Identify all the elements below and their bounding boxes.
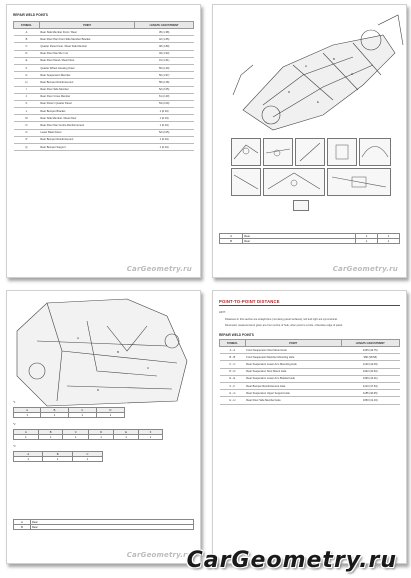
spec-grid-mid: A B C D E F 1 1 1 1 1 1 [13,429,163,440]
symbol-cell: H [14,79,40,86]
length-cell: 1 (0.04) [135,136,194,143]
symbol-cell: H - H [220,397,246,404]
point-cell: Quarter Panel Inner / Rear Side Member [39,43,134,50]
length-cell: 58 (2.28) [135,79,194,86]
detail-view [263,138,293,166]
table-row [14,86,194,93]
point-cell: Front Suspension Member Mounting Hole [245,354,341,361]
note-2: Dimension measurements given are from centre of hole, when point is a hole, otherwise edge of panel. [225,324,343,327]
symbol-cell: O [14,129,40,136]
table-row: B Rear [14,525,194,530]
point-cell: Rear Suspension Lower Arm Mounting Hole [245,361,341,368]
note-1: Distances in this section are straight-line (not along panel surfaces), left and right are symmetrical. [225,318,338,321]
watermark: CarGeometry.ru [126,265,192,273]
length-cell: 1210 (47.64) [341,382,399,389]
table-row: A Rear 1 1 [220,234,400,239]
symbol-cell: C - C [220,361,246,368]
legend-key [293,200,309,211]
rear-body-diagram [7,291,200,411]
symbol-cell: E - E [220,375,246,382]
table-row [14,108,194,115]
watermark: CarGeometry.ru [332,265,398,273]
length-cell: 35 (1.38) [135,29,194,36]
symbol-cell: F - F [220,382,246,389]
detail-view [263,168,325,196]
length-cell: 1050 (41.34) [341,397,399,404]
point-label: C [351,72,354,76]
table-row [14,57,194,64]
symbol-cell: D [14,50,40,57]
manual-page-4 [212,290,407,564]
length-cell: 1090 (42.91) [341,375,399,382]
length-cell: 1032 (40.63) [341,368,399,375]
column-header: SYMBOL [220,340,246,347]
grid-label: *3 [13,445,16,448]
legend-table [13,519,194,530]
length-cell: 1120 (44.09) [341,361,399,368]
point-cell: Rear Suspension Strut Mount Hole [245,368,341,375]
page-title: POINT-TO-POINT DISTANCE [219,299,280,304]
legend-table [219,233,400,244]
point-cell: Rear Floor Side Member [39,86,134,93]
symbol-cell: Q [14,144,40,151]
title-rule [219,305,400,306]
length-cell: 56 (2.20) [135,64,194,71]
table-row: B Rear 1 1 [220,239,400,244]
table-row [14,79,194,86]
point-cell: Rear Bumper Reinforcement [39,136,134,143]
underbody-diagram [213,5,406,135]
column-header: POINT [245,340,341,347]
column-header: POINT [39,22,134,29]
symbol-cell: C [14,43,40,50]
hint-label: HINT: [219,311,226,314]
table-row [14,93,194,100]
table-row [220,368,400,375]
point-label: B [117,350,120,354]
point-cell: Rear Floor Pan Front Side Member Bracket [39,36,134,43]
manual-page-3 [6,290,201,564]
point-label: C [147,366,150,370]
length-cell: 41 (1.61) [135,57,194,64]
symbol-cell: K [14,100,40,107]
point-cell: Rear Floor Pan RH / LH [39,50,134,57]
table-row [220,375,400,382]
point-cell: Rear Floor Panel / Rear Floor [39,57,134,64]
table-row [14,72,194,79]
symbol-cell: P [14,136,40,143]
grid-label: *1 [13,401,16,404]
table-row [220,347,400,354]
table-row [220,390,400,397]
table-row [220,354,400,361]
distance-table [219,339,400,405]
table-row [220,382,400,389]
point-cell: Rear Bumper Reinforcement Hole [245,382,341,389]
table-row: A Rear [14,520,194,525]
point-cell: Rear Floor Cross Member [39,93,134,100]
table-row [14,29,194,36]
table-row [14,50,194,57]
table-row [14,43,194,50]
symbol-cell: A - A [220,347,246,354]
symbol-cell: L [14,108,40,115]
table-row [14,64,194,71]
table-row [14,36,194,43]
length-cell: 61 (2.40) [135,93,194,100]
table-row [220,361,400,368]
point-cell: Rear Bumper Bracket [39,108,134,115]
point-cell: Rear Suspension Lower Arm Bracket Hole [245,375,341,382]
section-title: REPAIR WELD POINTS [219,333,254,337]
symbol-cell: M [14,115,40,122]
point-label: A [305,64,308,68]
point-cell: Rear Floor Pan Centre Reinforcement [39,122,134,129]
detail-view [295,138,325,166]
table-row [14,122,194,129]
table-row [14,100,194,107]
length-cell: 52 (2.05) [135,86,194,93]
brand-watermark: CarGeometry.ru [186,548,397,573]
column-header: LENGTH ADJUSTMENT [135,22,194,29]
point-label: D [97,388,100,392]
point-label: E [317,100,320,104]
column-header: LENGTH ADJUSTMENT [341,340,399,347]
symbol-cell: A [14,29,40,36]
detail-view [231,138,261,166]
grid-label: *2 [13,423,16,426]
manual-page-1 [6,4,201,278]
length-cell: 1035 (40.75) [341,347,399,354]
detail-view [327,138,357,166]
length-cell: 42 (1.65) [135,36,194,43]
length-cell: 980 (38.58) [341,354,399,361]
point-cell: Rear Panel / Quarter Panel [39,100,134,107]
point-cell: Rear Bumper Reinforcement [39,79,134,86]
point-cell: Rear Side Member / Rear Floor [39,115,134,122]
column-header: SYMBOL [14,22,40,29]
length-cell: 1 (0.04) [135,108,194,115]
length-cell: 53 (2.09) [135,100,194,107]
symbol-cell: G [14,72,40,79]
point-cell: Rear Side Member Front / Rear [39,29,134,36]
length-cell: 50 (1.97) [135,72,194,79]
length-cell: 49 (1.93) [135,50,194,57]
point-cell: Rear Bumper Support [39,144,134,151]
length-cell: 1185 (46.65) [341,390,399,397]
spec-grid-top: A B C D 1 1 1 1 [13,407,125,418]
section-title: REPAIR WELD POINTS [13,13,48,17]
symbol-cell: E [14,57,40,64]
symbol-cell: I [14,86,40,93]
detail-view [359,138,391,166]
spec-grid-bot: A B C 1 1 1 [13,451,103,462]
point-cell: Front Suspension Strut Mount Hole [245,347,341,354]
point-cell: Lower Back Panel [39,129,134,136]
detail-view [327,168,391,196]
symbol-cell: G - G [220,390,246,397]
table-row [220,397,400,404]
manual-page-2 [212,4,407,278]
symbol-cell: B - B [220,354,246,361]
symbol-cell: J [14,93,40,100]
detail-view [231,168,261,196]
weld-points-table [13,21,194,151]
watermark: CarGeometry.ru [126,551,192,559]
point-label: A [77,336,80,340]
table-row [14,136,194,143]
table-row [14,144,194,151]
length-cell: 48 (1.89) [135,43,194,50]
point-cell: Rear Suspension Member [39,72,134,79]
length-cell: 1 (0.04) [135,115,194,122]
table-row [14,115,194,122]
point-label: D [288,90,291,94]
table-row [14,129,194,136]
length-cell: 1 (0.04) [135,122,194,129]
length-cell: 52 (2.05) [135,129,194,136]
symbol-cell: N [14,122,40,129]
symbol-cell: D - D [220,368,246,375]
point-cell: Quarter Wheel Housing Outer [39,64,134,71]
point-cell: Rear Suspension Upper Support Hole [245,390,341,397]
point-label: B [333,57,336,61]
symbol-cell: B [14,36,40,43]
symbol-cell: F [14,64,40,71]
length-cell: 1 (0.04) [135,144,194,151]
point-cell: Rear Floor Side Member Hole [245,397,341,404]
